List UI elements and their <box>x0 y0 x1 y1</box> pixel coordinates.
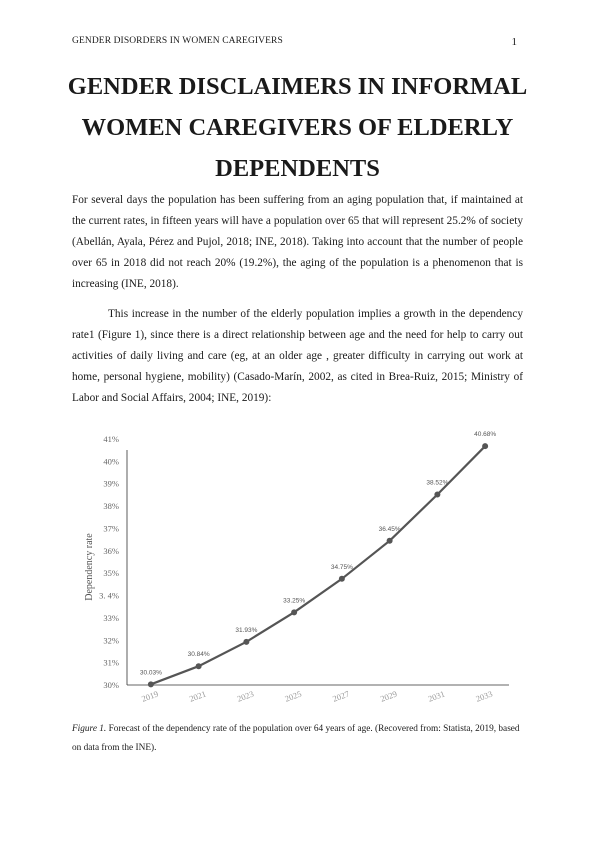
data-label: 34.75% <box>330 563 353 571</box>
data-point <box>387 538 393 544</box>
data-label: 40.68% <box>474 431 497 439</box>
data-point <box>196 663 202 669</box>
data-label: 38.52% <box>426 479 449 487</box>
y-tick-label: 33% <box>103 612 119 623</box>
data-label: 30.03% <box>139 669 162 677</box>
figure-label: Figure 1. <box>72 724 107 734</box>
paragraph-2: This increase in the number of the elderly population implies a growth in the dependency rate1 (Figure 1), since there is a direct relationship between age and the need for help to carry out activities of daily living and care (eg, at an older age , greater difficulty in carrying out work at home, personal hygiene, mobility) (Casado-Marín, 2002, as cited in Brea-Ruiz, 2015; Ministry of Labor and Social Affairs, 2004; INE, 2019): <box>72 308 523 404</box>
dependency-rate-chart <box>72 412 527 722</box>
figure-caption <box>72 720 527 758</box>
data-label: 33.25% <box>283 597 306 605</box>
figure-caption-text: Forecast of the dependency rate of the population over 64 years of age. (Recovered from: Statista, 2019, based on data from the INE). <box>72 724 520 753</box>
data-point <box>291 609 297 615</box>
running-head: GENDER DISORDERS IN WOMEN CAREGIVERS <box>72 36 283 46</box>
x-tick-label: 2033 <box>474 688 494 704</box>
y-tick-label: 35% <box>103 568 119 579</box>
data-label: 31.93% <box>235 626 258 634</box>
y-tick-label: 3. 4% <box>99 590 119 601</box>
y-tick-labels <box>99 434 119 690</box>
data-labels <box>140 431 497 676</box>
y-tick-label: 39% <box>103 478 119 489</box>
x-tick-label: 2027 <box>331 688 351 704</box>
data-point <box>339 576 345 582</box>
x-tick-labels <box>140 689 494 704</box>
x-tick-label: 2023 <box>235 688 256 704</box>
y-tick-label: 36% <box>103 545 119 556</box>
data-point <box>243 639 249 645</box>
x-tick-label: 2031 <box>426 688 447 704</box>
y-tick-label: 38% <box>103 501 119 512</box>
data-point <box>482 443 488 449</box>
y-tick-label: 40% <box>103 456 119 467</box>
y-tick-label: 41% <box>103 434 119 444</box>
x-tick-label: 2025 <box>283 688 303 704</box>
y-tick-label: 37% <box>103 523 119 534</box>
x-tick-label: 2021 <box>187 688 208 704</box>
page-title: GENDER DISCLAIMERS IN INFORMAL WOMEN CAREGIVERS OF ELDERLY DEPENDENTS <box>67 73 528 182</box>
data-point <box>148 681 154 687</box>
page-number: 1 <box>511 36 517 48</box>
y-tick-label: 32% <box>103 635 119 646</box>
data-label: 30.84% <box>187 651 210 659</box>
paragraph-1: For several days the population has been suffering from an aging population that, if maintained at the current rates, in fifteen years will have a population over 65 that will represent 25.2% of society (Abellán, Ayala, Pérez and Pujol, 2018; INE, 2018). Taking into account that the number of people over 65 in 2018 did not reach 20% (19.2%), the aging of the population is a phenomenon that is increasing (INE, 2018). <box>72 194 523 290</box>
y-tick-label: 30% <box>103 680 119 690</box>
data-point <box>434 491 440 497</box>
x-tick-label: 2019 <box>140 688 160 704</box>
x-tick-label: 2029 <box>378 688 399 704</box>
y-axis-label: Dependency rate <box>84 533 95 601</box>
y-tick-label: 31% <box>103 657 119 668</box>
chart-axes <box>127 450 509 685</box>
data-label: 36.45% <box>378 525 401 533</box>
